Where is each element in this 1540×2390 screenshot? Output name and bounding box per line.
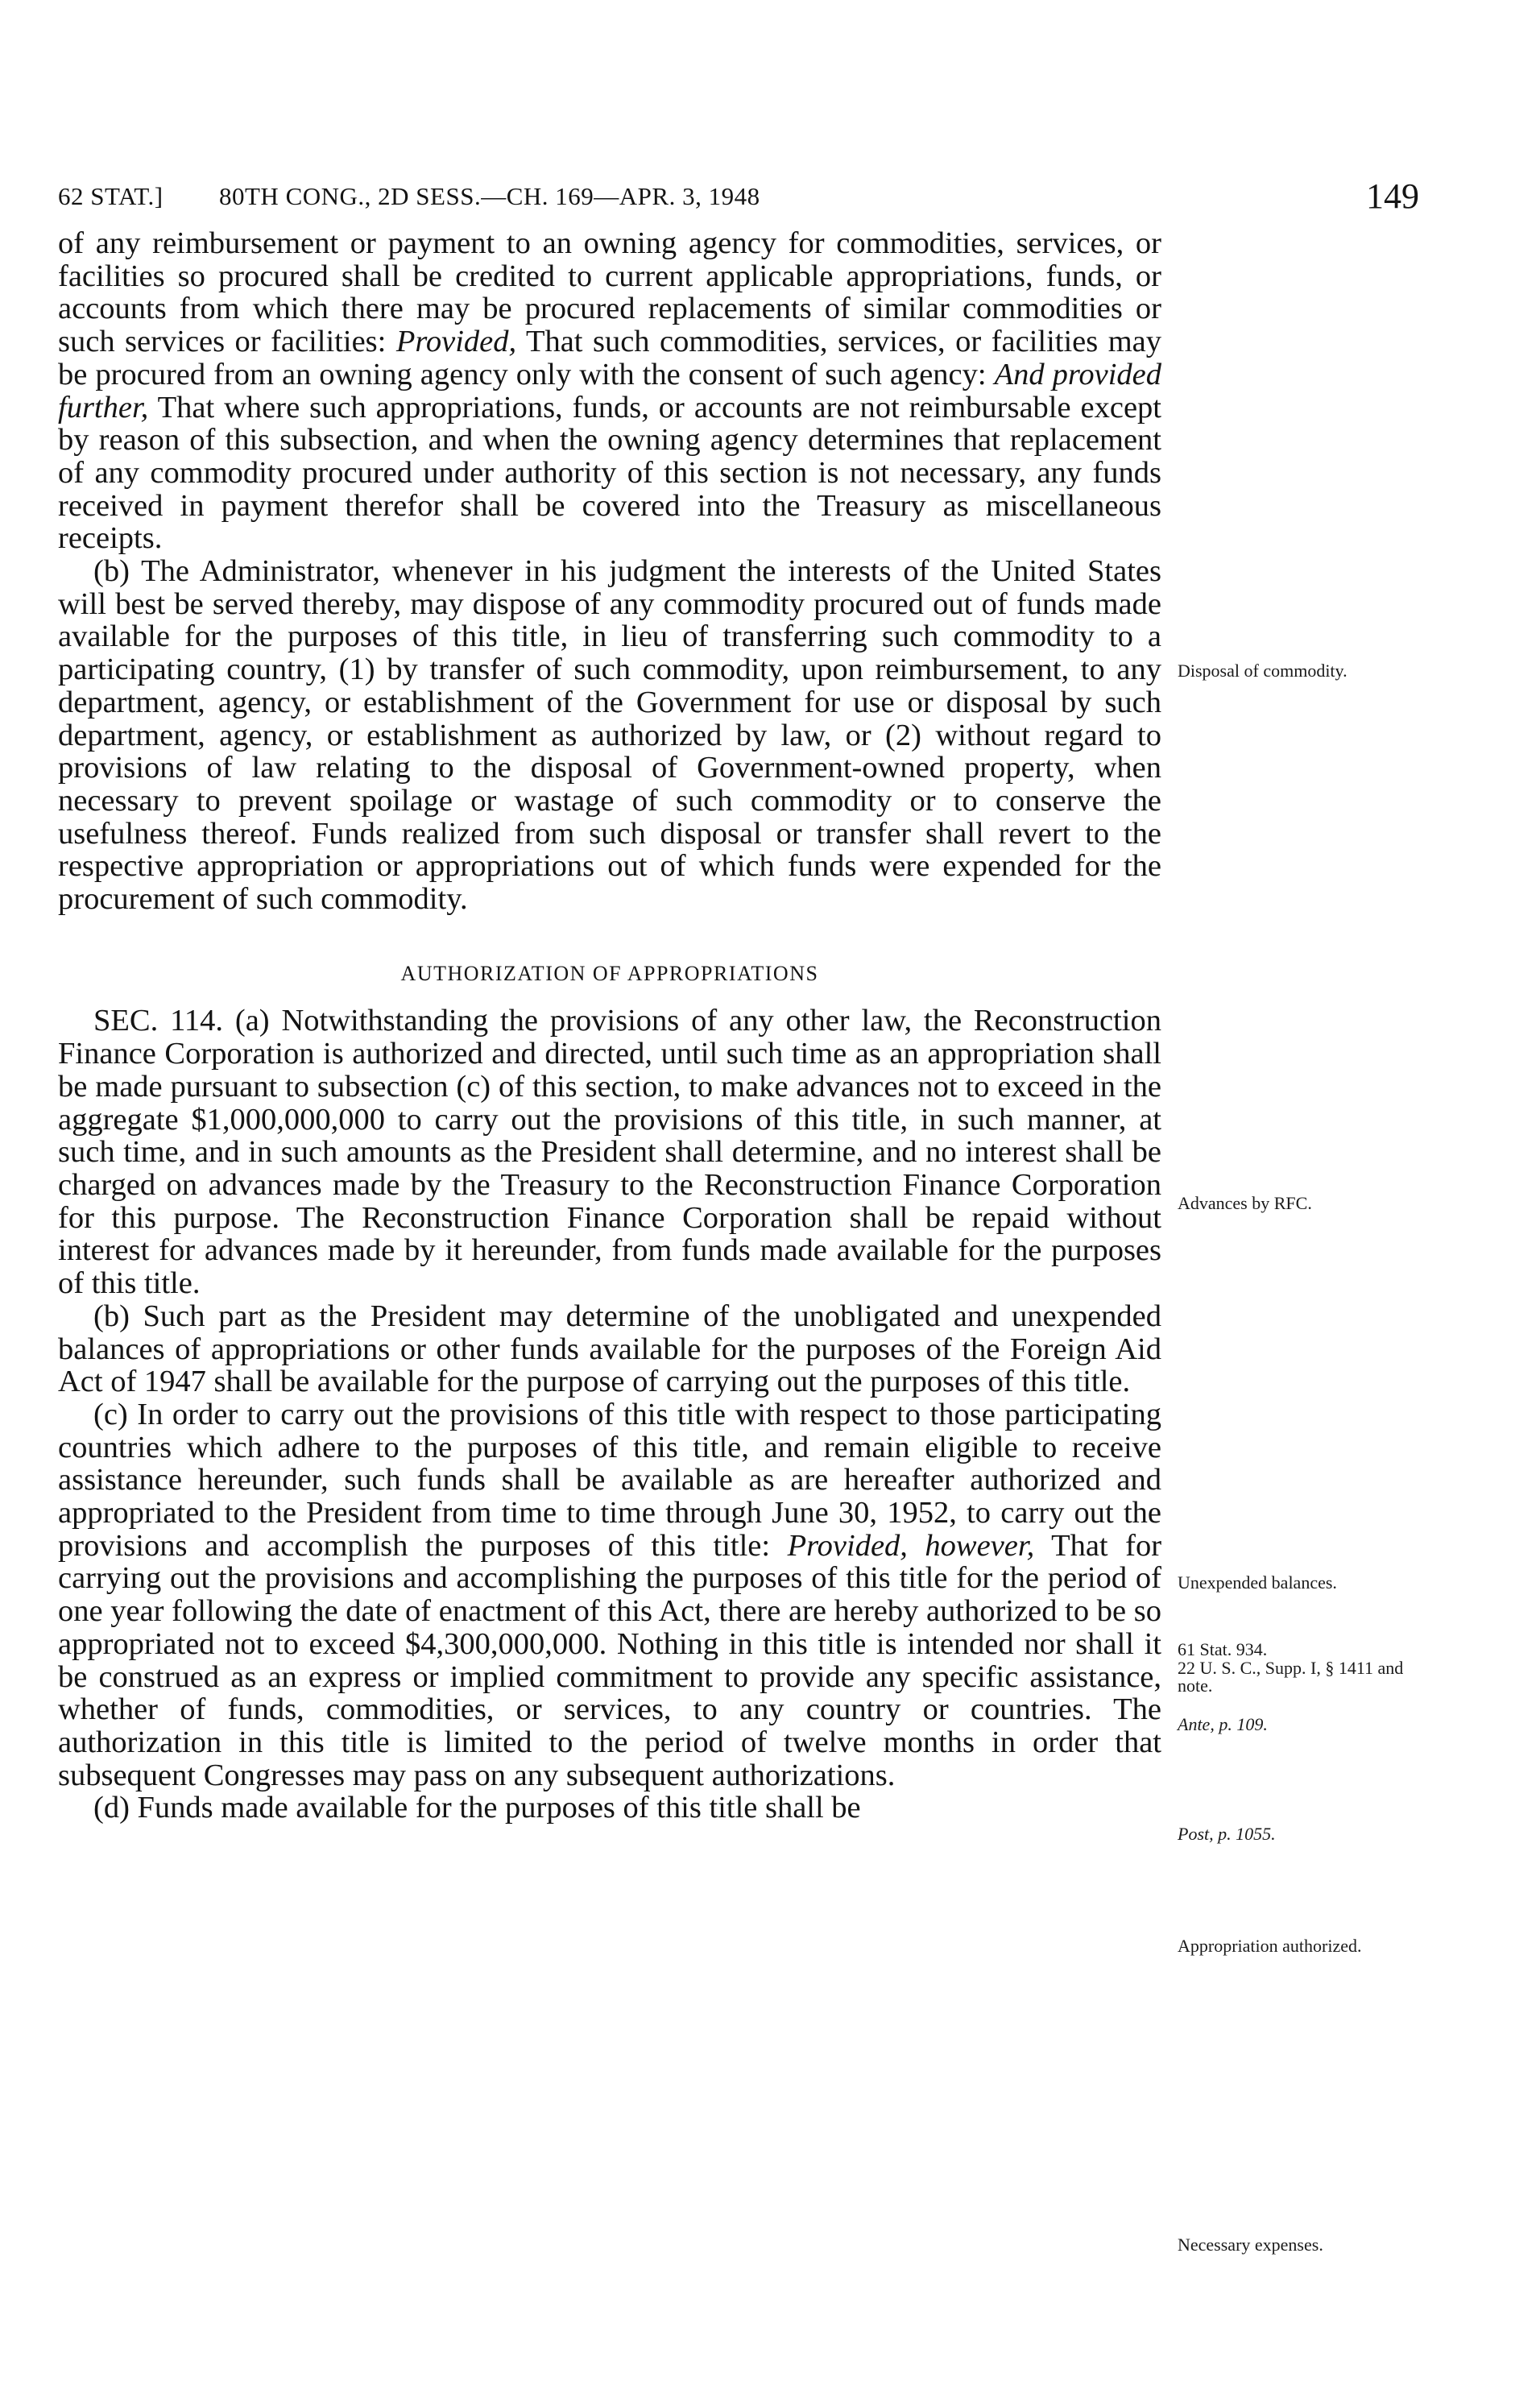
paragraph-disposal: (b) The Administrator, whenever in his judgment the interests of the United States will best be served thereby, may dispose of any commodity procured out of funds made available for the purposes of this title, in lieu of transferring such commodity to a participating country, (1) by transfer of such commodity, upon reimbursement, to any department, agency, or establishment of the Government for use or disposal by such department, agency, or establishment as authorized by law, or (2) without regard to provisions of law relating to the disposal of Government-owned property, when necessary to prevent spoilage or wastage of such commodity or to conserve the usefulness thereof. Funds realized from such disposal or transfer shall revert to the respective appropriation or appropriations out of which funds were expended for the procurement of such commodity.	[58, 554, 1161, 917]
p1-text-c: That where such appropriations, funds, or accounts are not reimbursable except by reason of this subsection, and when the owning agency determines that replacement of any commodity procured under authority of this section is not necessary, any funds received in payment therefor shall be covered into the Treasury as miscellaneous receipts.	[58, 390, 1162, 556]
paragraph-sec-114-c	[58, 1398, 1161, 1791]
p1-text-b: That such commodities, services, or facilities may be procured from an owning agency only with the consent of such agency:	[58, 325, 1162, 391]
margin-note-ante-ref: Ante, p. 109.	[1178, 1714, 1268, 1734]
p1-provided: Provided,	[395, 325, 517, 359]
page-header	[58, 176, 1419, 224]
margin-note-unexpended: Unexpended balances.	[1178, 1572, 1337, 1593]
p1-text: of any reimbursement or payment to an owning agency for commodities, services, or facilities so procured shall be credited to current applicable appropriations, funds, or accounts from which there may be procured replacements of similar commodities or such services or facilities:	[58, 226, 1161, 359]
page-number: 149	[1366, 176, 1419, 216]
header-statute-ref: 62 STAT.]	[58, 182, 164, 210]
margin-note-disposal: Disposal of commodity.	[1178, 661, 1348, 681]
margin-note-post-ref: Post, p. 1055.	[1178, 1824, 1276, 1844]
margin-note-necessary: Necessary expenses.	[1178, 2235, 1323, 2255]
margin-note-usc-ref: 22 U. S. C., Supp. I, § 1411 and note.	[1178, 1658, 1404, 1696]
paragraph-sec-114-b: (b) Such part as the President may determine of the unobligated and unexpended balances of appropriations or other funds available for the purposes of the Foreign Aid Act of 1947 shall be available for the purpose of carrying out the purposes of this title.	[58, 1299, 1161, 1399]
header-session-info: 80TH CONG., 2D SESS.—CH. 169—APR. 3, 1948	[219, 182, 760, 210]
p5-provided-however: Provided, however,	[787, 1528, 1035, 1563]
margin-note-appropriation: Appropriation authorized.	[1178, 1936, 1362, 1956]
p5-text-b: That for carrying out the provisions and accomplishing the purposes of this title for the period of one year following the date of enactment of this Act, there are hereby authorized to be so appropriated not to exceed $4,300,000,000. Nothing in this title is intended nor shall it be construed as an express or implied commitment to provide any specific assistance, whether of funds, commodities, or services, to any country or countries. The authorization in this title is limited to the period of twelve months in order that subsequent Congresses may pass on any subsequent authorizations.	[58, 1528, 1162, 1792]
main-text	[58, 227, 1161, 1825]
p5-text: (c) In order to carry out the provisions of this title with respect to those participating countries which adhere to the purposes of this title, and remain eligible to receive assistance hereunder, such funds shall be available as are hereafter authorized and appropriated to the President from time to time through June 30, 1952, to carry out the provisions and accomplish the purposes of this title:	[58, 1397, 1161, 1563]
paragraph-sec-114-a: SEC. 114. (a) Notwithstanding the provisions of any other law, the Reconstruction Finance Corporation is authorized and directed, until such time as an appropriation shall be made pursuant to subsection (c) of this section, to make advances not to exceed in the aggregate $1,000,000,000 to carry out the provisions of this title, in such manner, at such time, and in such amounts as the President shall determine, and no interest shall be charged on advances made by the Treasury to the Reconstruction Finance Corporation for this purpose. The Reconstruction Finance Corporation shall be repaid without interest for advances made by it hereunder, from funds made available for the purposes of this title.	[58, 1004, 1161, 1301]
margin-note-advances: Advances by RFC.	[1178, 1193, 1312, 1213]
p1-provided-further: And provided further,	[58, 357, 1162, 425]
margin-note-stat-ref: 61 Stat. 934.	[1178, 1639, 1268, 1659]
section-heading: AUTHORIZATION OF APPROPRIATIONS	[400, 961, 819, 985]
paragraph-sec-114-d: (d) Funds made available for the purposes of this title shall be	[93, 1791, 861, 1825]
paragraph-continuation	[58, 227, 1161, 555]
